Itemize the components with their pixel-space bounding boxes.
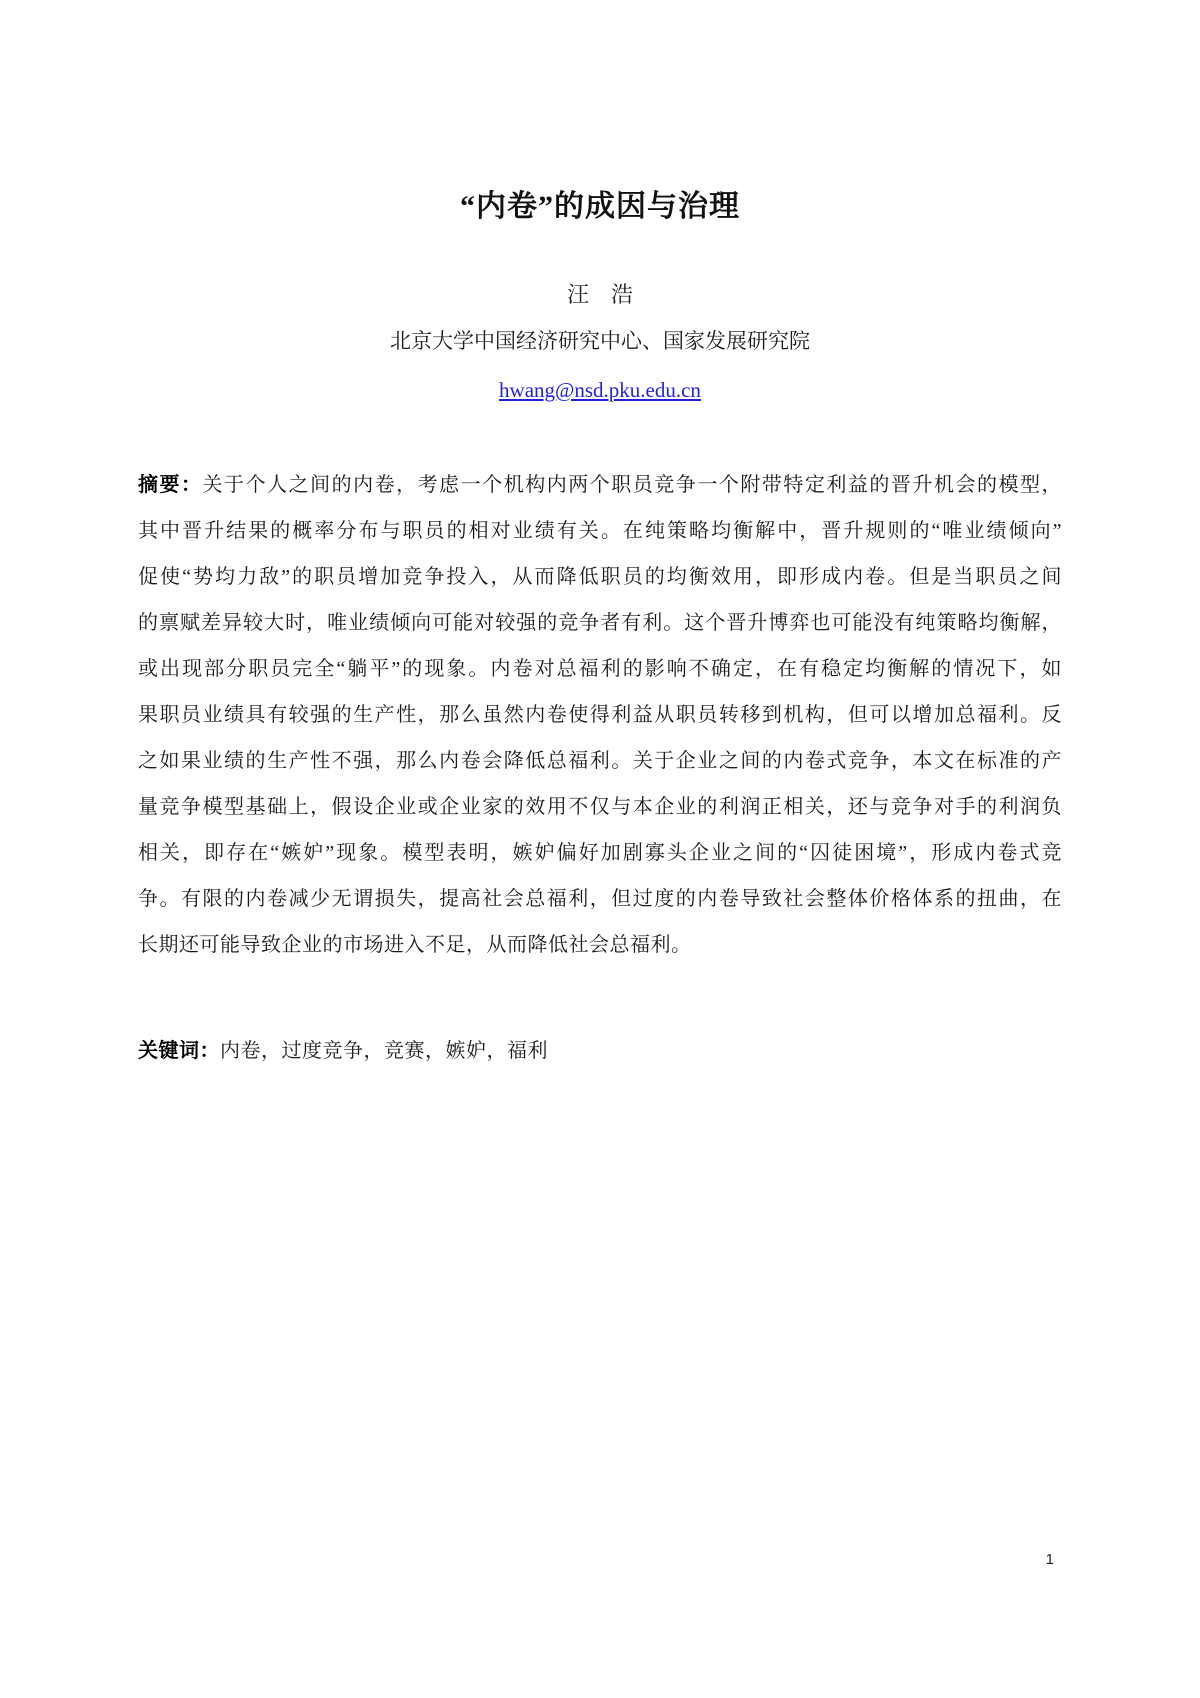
abstract-line: 之如果业绩的生产性不强，那么内卷会降低总福利。关于企业之间的内卷式竞争，本文在标准的产 [138,750,1062,772]
abstract-line: 相关，即存在“嫉妒”现象。模型表明，嫉妒偏好加剧寡头企业之间的“囚徒困境”，形成内卷式竞 [138,842,1062,864]
keywords-text: 内卷，过度竞争，竞赛，嫉妒，福利 [220,1040,548,1062]
abstract-line: 量竞争模型基础上，假设企业或企业家的效用不仅与本企业的利润正相关，还与竞争对手的利润负 [138,796,1062,818]
abstract-line [138,462,1062,508]
abstract-section [138,462,1062,968]
author-affiliation: 北京大学中国经济研究中心、国家发展研究院 [390,329,810,353]
abstract-line: 果职员业绩具有较强的生产性，那么虽然内卷使得利益从职员转移到机构，但可以增加总福利。反 [138,704,1062,726]
keywords-row [138,1028,1062,1074]
abstract-line: 争。有限的内卷减少无谓损失，提高社会总福利，但过度的内卷导致社会整体价格体系的扭曲，在 [138,888,1062,910]
abstract-line: 促使“势均力敌”的职员增加竞争投入，从而降低职员的均衡效用，即形成内卷。但是当职员之间 [138,566,1062,588]
email-link[interactable]: hwang@nsd.pku.edu.cn [499,378,701,402]
author-name: 汪 浩 [566,282,633,307]
abstract-text: 关于个人之间的内卷，考虑一个机构内两个职员竞争一个附带特定利益的晋升机会的模型， [202,474,1063,496]
email-row [138,367,1062,413]
abstract-line: 的禀赋差异较大时，唯业绩倾向可能对较强的竞争者有利。这个晋升博弈也可能没有纯策略均衡解， [138,612,1062,634]
abstract-line: 其中晋升结果的概率分布与职员的相对业绩有关。在纯策略均衡解中，晋升规则的“唯业绩倾向” [138,520,1062,542]
keywords-label: 关键词： [138,1040,220,1062]
abstract-label: 摘要： [138,474,203,496]
abstract-line: 或出现部分职员完全“躺平”的现象。内卷对总福利的影响不确定，在有稳定均衡解的情况下，如 [138,658,1062,680]
page-number: 1 [1045,1551,1054,1568]
paper-title: “内卷”的成因与治理 [460,190,740,223]
abstract-line: 长期还可能导致企业的市场进入不足，从而降低社会总福利。 [138,934,692,956]
